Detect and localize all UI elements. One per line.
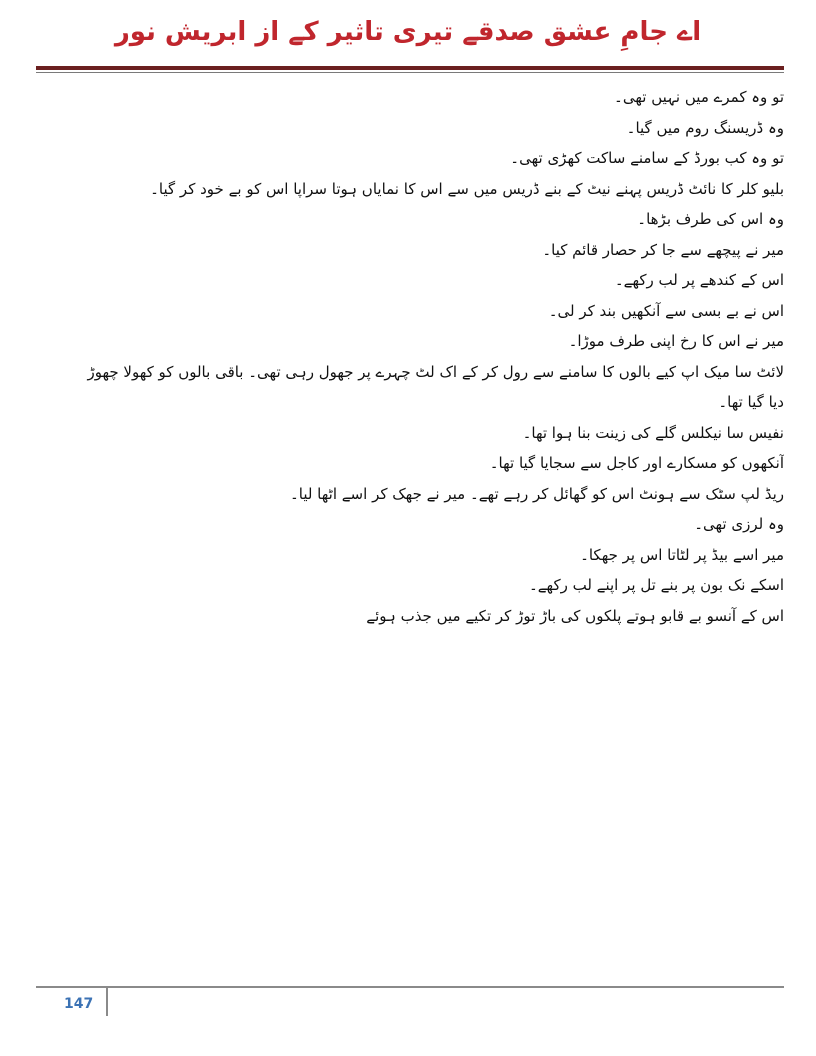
footer-divider — [106, 988, 108, 1016]
page-header — [0, 14, 816, 50]
text-line-16: میر اسے بیڈ پر لٹاتا اس پر جھکا۔ — [580, 545, 784, 564]
text-line-18: اس کے آنسو بے قابو ہوتے پلکوں کی باڑ توڑ کر تکیے میں جذب ہوئے — [366, 606, 784, 625]
page-body — [44, 82, 784, 631]
header-rule-thin — [36, 72, 784, 73]
text-line-1: تو وہ کمرے میں نہیں تھی۔ — [614, 88, 784, 106]
text-line-8: اس نے بے بسی سے آنکھیں بند کر لی۔ — [548, 301, 784, 320]
page-number: 147 — [64, 996, 94, 1012]
header-rule-thick — [36, 66, 784, 70]
text-line-15: وہ لرزی تھی۔ — [694, 515, 784, 533]
text-line-2: وہ ڈریسنگ روم میں گیا۔ — [626, 118, 784, 137]
text-line-3: تو وہ کب بورڈ کے سامنے ساکت کھڑی تھی۔ — [510, 149, 784, 167]
text-line-4: بلیو کلر کا نائٹ ڈریس پہنے نیٹ کے بنے ڈریس میں سے اس کا نمایاں ہوتا سراپا اس کو بے خود کر گیا۔ — [150, 179, 784, 198]
text-line-5: وہ اس کی طرف بڑھا۔ — [637, 210, 784, 228]
text-line-9: میر نے اس کا رخ اپنی طرف موڑا۔ — [568, 332, 784, 350]
text-line-11: دیا گیا تھا۔ — [718, 393, 784, 411]
text-line-6: میر نے پیچھے سے جا کر حصار قائم کیا۔ — [542, 240, 784, 259]
footer-rule — [36, 986, 784, 988]
text-line-12: نفیس سا نیکلس گلے کی زینت بنا ہوا تھا۔ — [522, 423, 784, 442]
text-line-17: اسکے نک بون پر بنے تل پر اپنے لب رکھے۔ — [528, 576, 784, 594]
text-line-13: آنکھوں کو مسکارے اور کاجل سے سجایا گیا تھا۔ — [489, 454, 784, 472]
text-line-7: اس کے کندھے پر لب رکھے۔ — [614, 271, 784, 289]
text-line-10: لائٹ سا میک اپ کیے بالوں کا سامنے سے رول کر کے اک لٹ چہرے پر جھول رہی تھی۔ باقی بالوں کو کھولا چھوڑ — [87, 362, 784, 381]
text-line-14: ریڈ لپ سٹک سے ہونٹ اس کو گھائل کر رہے تھے۔ میر نے جھک کر اسے اٹھا لیا۔ — [289, 484, 784, 503]
book-title: اے جامِ عشق صدقے تیری تاثیر کے از ابریش نور — [114, 17, 702, 47]
